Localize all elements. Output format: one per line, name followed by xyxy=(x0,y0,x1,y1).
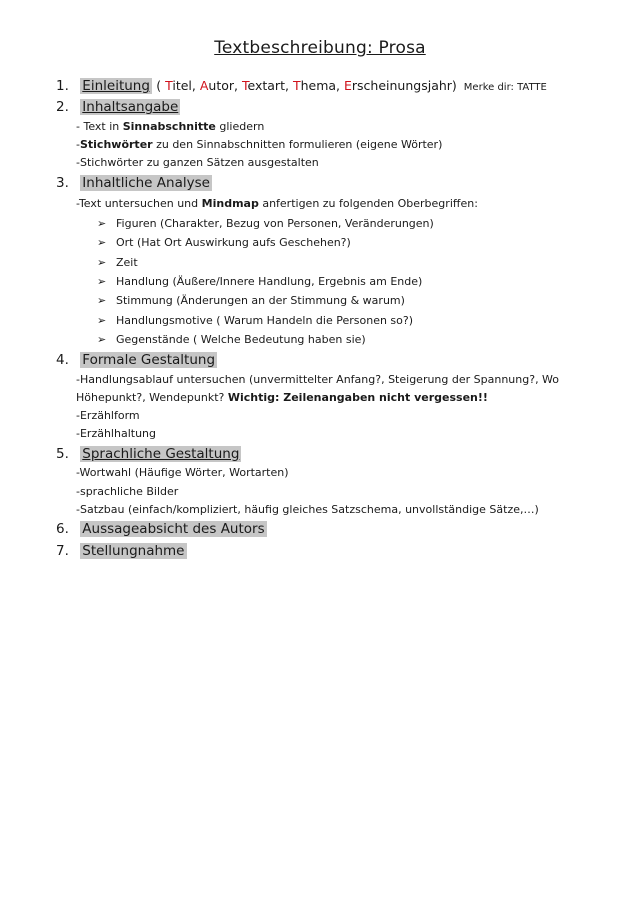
text-part: - Text in xyxy=(76,120,123,133)
section-heading: Aussageabsicht des Autors xyxy=(82,521,265,537)
list-item-text: Ort (Hat Ort Auswirkung aufs Geschehen?) xyxy=(116,236,351,249)
list-item xyxy=(97,313,413,329)
list-item-text: Figuren (Charakter, Bezug von Personen, Veränderungen) xyxy=(116,217,434,230)
section-4 xyxy=(56,351,217,369)
arrow-bullet-icon: ➢ xyxy=(97,275,107,288)
section-number: 4. xyxy=(56,352,69,368)
body-line xyxy=(76,196,478,212)
term-rest: utor xyxy=(208,78,235,93)
term-rest: itel xyxy=(172,78,192,93)
body-line xyxy=(76,119,264,135)
section-6 xyxy=(56,520,267,538)
list-item xyxy=(97,235,351,251)
bold-part: Sinnabschnitte xyxy=(122,120,216,133)
text-part: -Stichwörter zu ganzen Sätzen ausgestalten xyxy=(76,156,319,169)
term-rest: extart xyxy=(247,78,285,93)
text-part: -Text untersuchen und xyxy=(76,197,202,210)
term-rest: rscheinungsjahr xyxy=(351,78,452,93)
list-item xyxy=(97,255,138,271)
section-heading: Stellungnahme xyxy=(82,543,185,559)
separator: , xyxy=(234,78,242,93)
list-item-text: Gegenstände ( Welche Bedeutung haben sie) xyxy=(116,333,366,346)
separator: , xyxy=(284,78,293,93)
section-1 xyxy=(56,77,547,97)
bold-part: Stichwörter xyxy=(79,138,153,151)
section-number: 7. xyxy=(56,543,69,559)
section-number: 5. xyxy=(56,446,69,462)
body-line xyxy=(76,372,559,388)
initial-letter: A xyxy=(199,78,209,93)
section-heading: Inhaltliche Analyse xyxy=(82,175,210,191)
body-line xyxy=(76,426,156,442)
separator: , xyxy=(336,78,344,93)
body-line xyxy=(76,502,539,518)
body-line xyxy=(76,390,488,406)
section-2 xyxy=(56,98,180,116)
list-item-text: Handlungsmotive ( Warum Handeln die Personen so?) xyxy=(116,314,414,327)
section-heading: Sprachliche Gestaltung xyxy=(82,446,240,462)
separator: , xyxy=(191,78,200,93)
section-heading: Inhaltsangabe xyxy=(82,99,179,115)
paren-close: ) xyxy=(451,78,457,93)
initial-letter: T xyxy=(165,78,173,93)
page-title: Textbeschreibung: Prosa xyxy=(214,38,426,58)
body-line xyxy=(76,465,289,481)
section-heading: Einleitung xyxy=(82,78,150,94)
section-number: 6. xyxy=(56,521,69,537)
initial-letter: T xyxy=(241,78,248,93)
text-part: -Satzbau (einfach/kompliziert, häufig gleiches Satzschema, unvollständige Sätze,…) xyxy=(76,503,539,516)
list-item xyxy=(97,332,366,348)
list-item-text: Stimmung (Änderungen an der Stimmung & warum) xyxy=(116,294,405,307)
text-part: zu den Sinnabschnitten formulieren (eigene Wörter) xyxy=(152,138,443,151)
text-part: Höhepunkt?, Wendepunkt? xyxy=(76,391,228,404)
section-number: 3. xyxy=(56,175,69,191)
bold-part: Wichtig: Zeilenangaben nicht vergessen!! xyxy=(227,391,488,404)
bold-part: Mindmap xyxy=(201,197,259,210)
text-part: anfertigen zu folgenden Oberbegriffen: xyxy=(258,197,478,210)
text-part: - xyxy=(76,138,80,151)
arrow-bullet-icon: ➢ xyxy=(97,294,107,307)
paren-open: ( xyxy=(156,78,166,93)
arrow-bullet-icon: ➢ xyxy=(97,314,107,327)
section-number: 1. xyxy=(56,78,69,94)
initial-letter: E xyxy=(343,78,352,93)
text-part: gliedern xyxy=(215,120,265,133)
text-part: -Wortwahl (Häufige Wörter, Wortarten) xyxy=(76,466,289,479)
section-7 xyxy=(56,542,187,560)
arrow-bullet-icon: ➢ xyxy=(97,236,107,249)
list-item xyxy=(97,216,434,232)
text-part: -Erzählhaltung xyxy=(76,427,156,440)
arrow-bullet-icon: ➢ xyxy=(97,217,107,230)
body-line xyxy=(76,155,319,171)
section-heading: Formale Gestaltung xyxy=(82,352,216,368)
body-line xyxy=(76,408,140,424)
list-item xyxy=(97,293,405,309)
body-line xyxy=(76,484,178,500)
initial-letter: T xyxy=(292,78,301,93)
body-line xyxy=(76,137,442,153)
list-item xyxy=(97,274,422,290)
text-part: -Erzählform xyxy=(76,409,140,422)
list-item-text: Handlung (Äußere/Innere Handlung, Ergebnis am Ende) xyxy=(116,275,423,288)
arrow-bullet-icon: ➢ xyxy=(97,256,107,269)
text-part: -sprachliche Bilder xyxy=(76,485,179,498)
arrow-bullet-icon: ➢ xyxy=(97,333,107,346)
section-number: 2. xyxy=(56,99,69,115)
list-item-text: Zeit xyxy=(116,256,138,269)
section-3 xyxy=(56,174,212,192)
mnemonic-note: Merke dir: TATTE xyxy=(463,82,547,93)
section-5 xyxy=(56,445,241,463)
term-rest: hema xyxy=(300,78,337,93)
tatte-list xyxy=(156,78,461,93)
text-part: -Handlungsablauf untersuchen (unvermittelter Anfang?, Steigerung der Spannung?, Wo xyxy=(76,373,560,386)
